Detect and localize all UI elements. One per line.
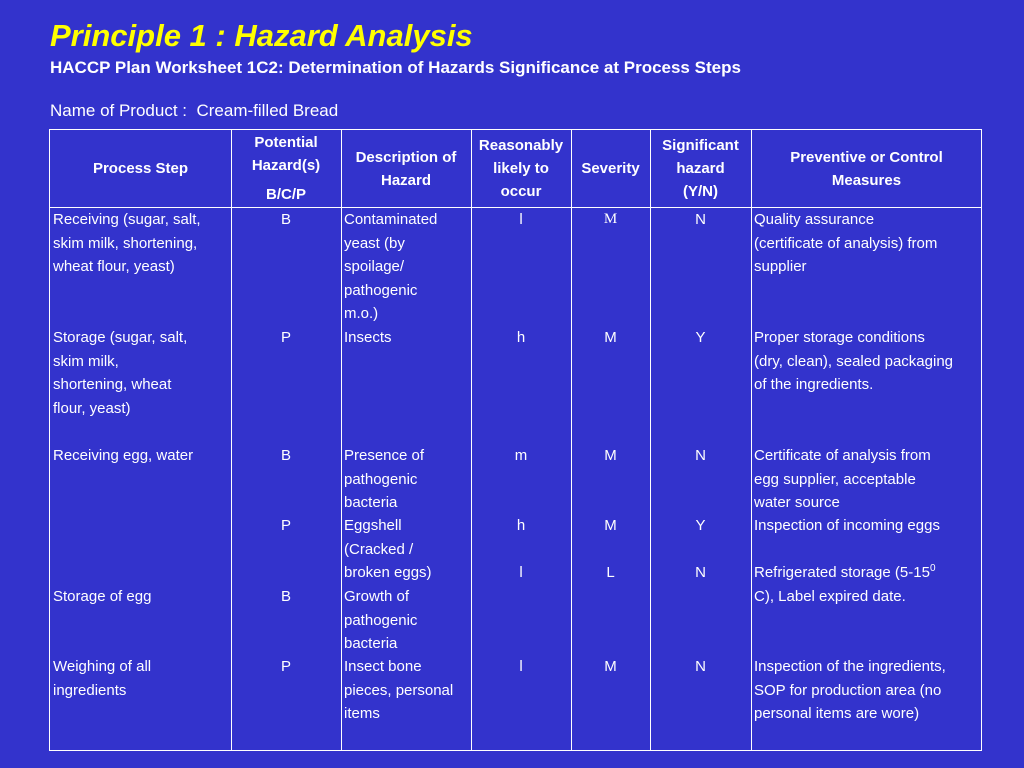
header-description: Description of Hazard (355, 148, 457, 189)
severity-cell: M (603, 211, 618, 227)
significant-cell: Y (695, 329, 706, 346)
description-cell: Growth of pathogenic bacteria (344, 588, 418, 652)
measures-cell: Refrigerated storage ($5-15^0$ C), Label expired date. (754, 563, 936, 605)
significant-cell: N (695, 447, 706, 464)
likelihood-cell: h (516, 517, 526, 534)
significant-cell: N (695, 211, 706, 228)
product-line (50, 100, 338, 122)
likelihood-cell: m (514, 447, 528, 464)
product-label: Name of Product : (50, 101, 188, 120)
column-divider (751, 130, 752, 750)
process-step-cell: Receiving (sugar, salt, skim milk, shortening, wheat flour, yeast) (53, 211, 201, 275)
measures-cell: Proper storage conditions (dry, clean), sealed packaging of the ingredients. (754, 329, 953, 393)
process-step-cell: Storage (sugar, salt, skim milk, shortening, wheat flour, yeast) (53, 329, 188, 417)
description-cell: Eggshell (Cracked / broken eggs) (344, 517, 432, 581)
likelihood-cell: h (516, 329, 526, 346)
process-step-cell: Storage of egg (53, 588, 152, 605)
severity-cell: M (604, 517, 617, 534)
significant-cell: N (695, 658, 706, 675)
header-potential-hazard: Potential Hazard(s) B/C/P (251, 134, 321, 203)
product-name: Cream-filled Bread (196, 101, 339, 120)
column-divider (341, 130, 342, 750)
description-cell: Insect bone pieces, personal items (344, 658, 454, 722)
header-severity: Severity (581, 160, 640, 177)
process-step-cell: Weighing of all ingredients (53, 658, 152, 699)
hazard-type-cell: B (280, 211, 291, 228)
hazard-type-cell: B (280, 588, 291, 605)
severity-cell: M (604, 658, 617, 675)
hazard-type-cell: B (280, 447, 291, 464)
measures-cell: Quality assurance (certificate of analysis) from supplier (754, 211, 938, 275)
hazard-analysis-table (49, 129, 982, 751)
description-cell: Presence of pathogenic bacteria (344, 447, 425, 511)
page-title: Principle 1 : Hazard Analysis (50, 18, 473, 53)
hazard-type-cell: P (280, 517, 291, 534)
header-likely: Reasonably likely to occur (478, 137, 564, 200)
header-process-step: Process Step (92, 160, 189, 177)
degree-superscript: 0 (929, 563, 936, 574)
significant-cell: N (695, 564, 706, 581)
measures-cell: Inspection of the ingredients, SOP for production area (no personal items are wore) (754, 658, 946, 722)
severity-cell: M (604, 329, 617, 346)
measures-cell: Certificate of analysis from egg supplier, acceptable water source (754, 447, 931, 511)
hazard-type-cell: P (280, 329, 291, 346)
significant-cell: Y (695, 517, 706, 534)
likelihood-cell: l (519, 564, 523, 581)
likelihood-cell: l (519, 211, 523, 228)
description-cell: Contaminated yeast (by spoilage/ pathogenic m.o.) (344, 211, 438, 322)
header-measures: Preventive or Control Measures (790, 148, 943, 189)
header-significant: Significant hazard (Y/N) (662, 137, 739, 200)
worksheet-subtitle: HACCP Plan Worksheet 1C2: Determination of Hazards Significance at Process Steps (50, 58, 741, 77)
process-step-cell: Receiving egg, water (53, 447, 194, 464)
measures-cell: Inspection of incoming eggs (754, 517, 940, 534)
severity-cell: L (606, 564, 615, 581)
description-cell: Insects (344, 329, 392, 346)
severity-cell: M (604, 447, 617, 464)
hazard-type-cell: P (280, 658, 291, 675)
likelihood-cell: l (519, 658, 523, 675)
